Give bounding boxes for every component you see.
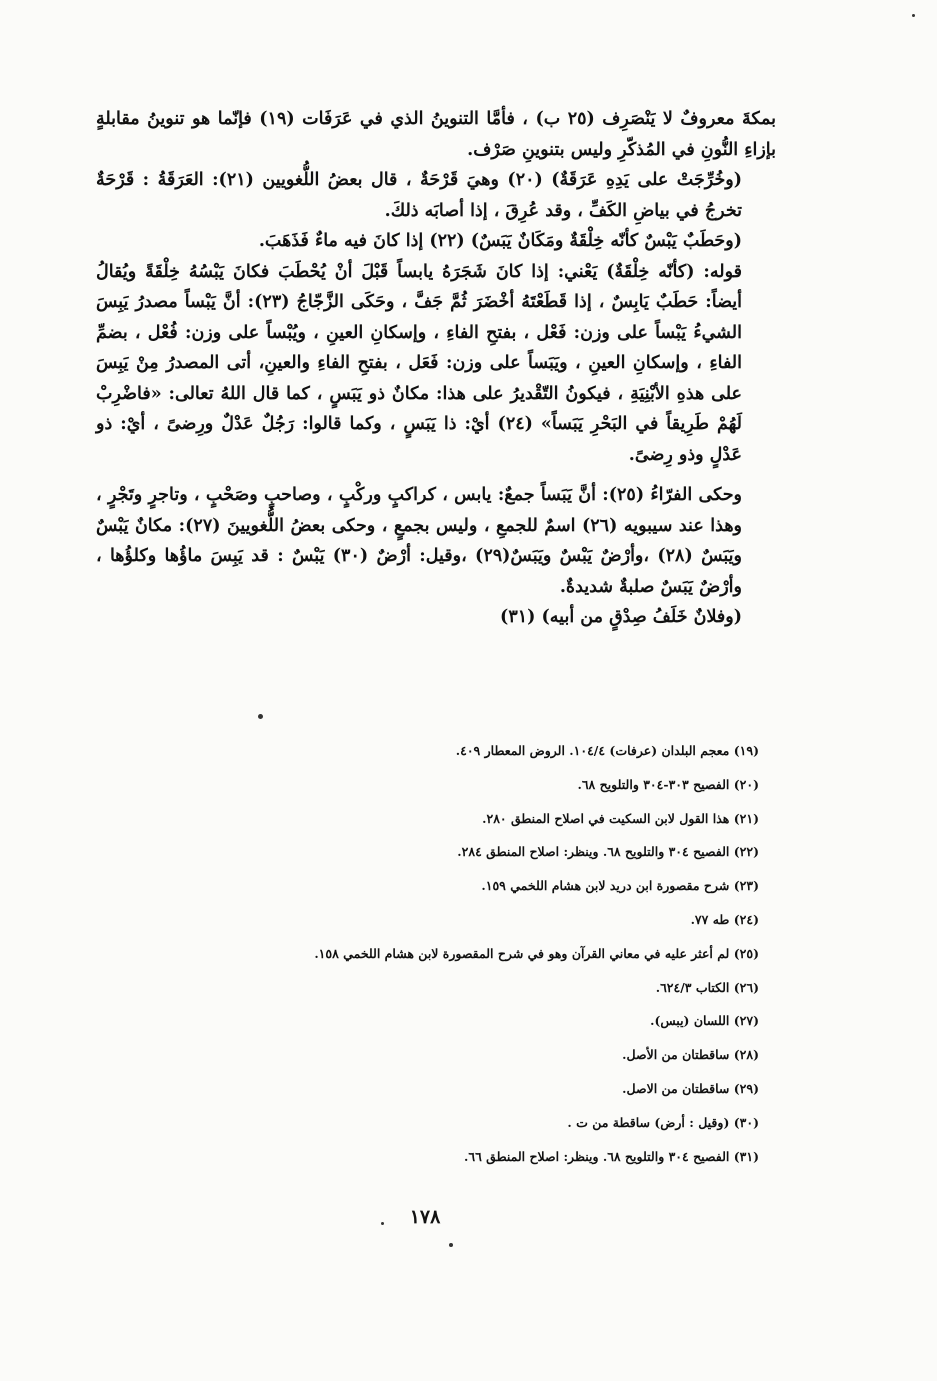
scan-speck	[449, 1243, 453, 1247]
footnote: (٢٧) اللسان (يبس).	[650, 1013, 759, 1029]
paragraph: وحكى الفرّاءُ (٢٥): أنَّ يَبَساً جمعٌ: يابس ، كراكبٍ وركْبٍ ، وصاحبٍ وصَحْبٍ ، وتاجرٍ وتَجْرٍ ، وهذا عند سيبويه (٢٦) اسمٌ للجمعِ ، وليس بجمعٍ ، وحكى بعضُ اللُّغويينَ (٢٧): مكانٌ يَبْسٌ ويَبَسٌ (٢٨) ،وأرْضٌ يَبْسٌ ويَبَسٌ(٢٩) ،وقيل: أرْضٌ (٣٠) يَبْسٌ : قد يَبِسَ ماؤُها وكلؤُها ، وأرْضٌ يَبَسٌ صلبةٌ شديدةٌ.	[96, 485, 742, 597]
footnote: (٣١) الفصيح ٣٠٤ والتلويح ٦٨. وينظر: اصلاح المنطق ٦٦.	[464, 1148, 759, 1164]
scan-speck	[258, 714, 263, 719]
footnotes	[239, 740, 759, 1179]
paragraph: (وحَطَبٌ يَبْسٌ كأنّه خِلْقَةٌ ومَكَانٌ يَبَسٌ) (٢٢) إذا كانَ فيه ماءٌ فَذَهَبَ.	[258, 231, 742, 251]
footnote: (٢٠) الفصيح ٣٠٣-٣٠٤ والتلويح ٦٨.	[577, 776, 759, 792]
footnote: (٢٢) الفصيح ٣٠٤ والتلويح ٦٨. وينظر: اصلاح المنطق ٢٨٤.	[457, 844, 759, 860]
footnote: (٢٤) طه ٧٧.	[690, 911, 759, 927]
footnote: (٢٩) ساقطتان من الاصل.	[622, 1080, 759, 1096]
scan-speck	[381, 1222, 384, 1225]
footnote: (٢٨) ساقطتان من الأصل.	[622, 1047, 759, 1063]
footnote: (٢١) هذا القول لابن السكيت في اصلاح المنطق ٢٨٠.	[482, 810, 759, 826]
paragraph: قوله: (كأنّه خِلْقَةٌ) يَعْني: إذا كانَ شَجَرَهُ يابساً قَبْلَ أنْ يُحْطَبَ فكانَ يَبْسُهُ خِلْقَةً ويُقالُ أيضاً: حَطَبٌ يَابِسٌ ، إذا قَطَعْتَهُ أخْضَرَ ثُمَّ جَفَّ ، وحَكَى الزَّجّاجُ (٢٣): أنَّ يَبْساً مصدرُ يَبِسَ الشيءُ يَبْساً على وزن: فَعْل ، بفتحِ الفاءِ ، وإسكانِ العينِ ، ويُبْساً على وزن: فُعْل ، بضمِّ الفاءِ ، وإسكانِ العينِ ، ويَبَساً على وزن: فَعَل ، بفتحِ الفاءِ والعينِ، أتى المصدرُ مِنْ يَبِسَ على هذهِ الأبْنِيَةِ ، فيكونُ التّقْديرُ على هذا: مكانٌ ذو يَبَسٍ ، كما قال اللهُ تعالى: «فاضْرِبْ لَهُمْ طَرِيقاً في البَحْرِ يَبَساً» (٢٤) أيْ: ذا يَبَسٍ ، وكما قالوا: رَجُلٌ عَدْلٌ ورِضىً ، أيْ: ذو عَدْلٍ وذو رِضىً.	[96, 261, 743, 465]
paragraph: (وخُرِّجَتْ على يَدِهِ عَرَقَةٌ) (٢٠) وهيَ قَرْحَةٌ ، قال بعضُ اللُّغويين (٢١): العَرَقَةُ : قَرْحَةٌ تخرجُ في بياضِ الكَفِّ ، وقد عُرِقَ ، إذا أصابَه ذلكَ.	[96, 170, 742, 221]
footnote: (٢٣) شرح مقصورة ابن دريد لابن هشام اللخمي ١٥٩.	[481, 878, 759, 894]
page-number: ١٧٨	[409, 1206, 441, 1228]
footnote: (٢٦) الكتاب ٦٢٤/٣.	[655, 979, 759, 995]
paragraph: بمكةَ معروفٌ لا يَنْصَرِف (٢٥ ب) ، فأمَّا التنوينُ الذي في عَرَفَات (١٩) فإنّما هو تنوينُ مقابلةٍ بإزاءِ النُّونِ في المُذكّرِ وليس بتنوينِ صَرْف.	[96, 109, 776, 160]
footnote: (٢٥) لم أعثر عليه في معاني القرآن وهو في شرح المقصورة لابن هشام اللخمي ١٥٨.	[314, 945, 759, 961]
footnote: (١٩) معجم البلدان (عرفات) ١٠٤/٤. الروض المعطار ٤٠٩.	[455, 743, 759, 758]
footnote: (٣٠) (وقيل : أرض) ساقطة من ت .	[567, 1114, 759, 1130]
paragraph: (وفلانٌ خَلَفُ صِدْقٍ من أبيه) (٣١)	[500, 607, 742, 627]
scan-speck	[912, 14, 915, 17]
main-text	[96, 104, 776, 633]
